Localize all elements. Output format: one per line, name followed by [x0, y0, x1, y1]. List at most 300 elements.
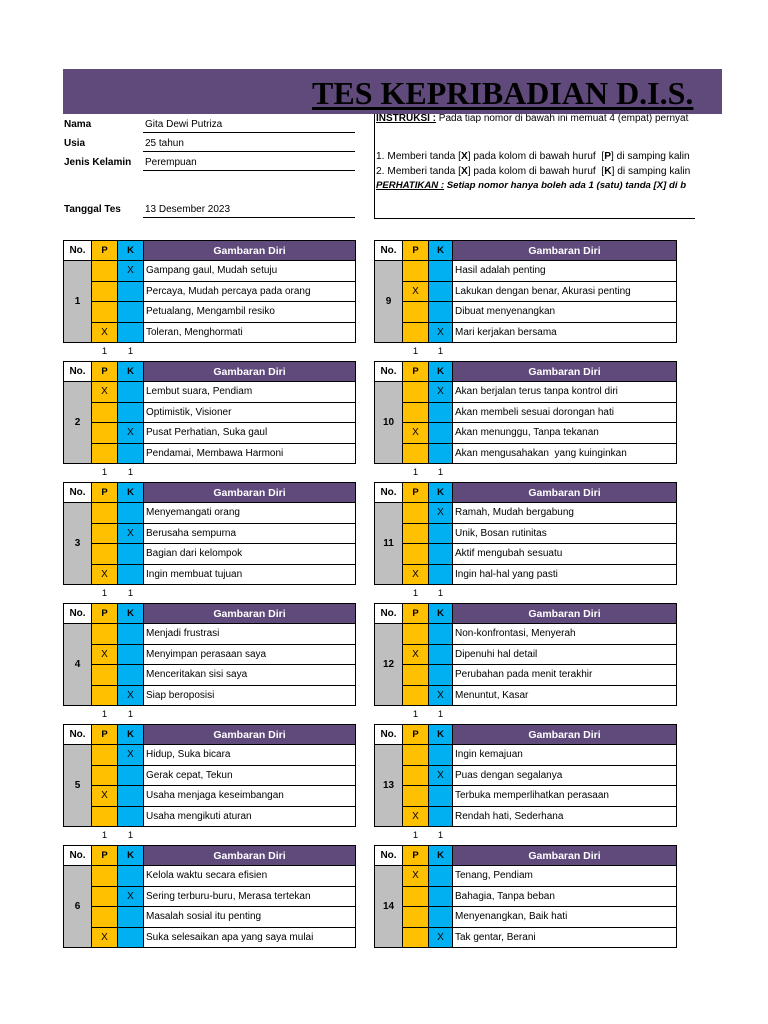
- k-cell[interactable]: [117, 927, 144, 949]
- test-date-field[interactable]: 13 Desember 2023: [143, 203, 355, 218]
- header-p-label: P: [101, 850, 108, 861]
- k-cell[interactable]: [117, 623, 144, 645]
- k-cell[interactable]: [117, 886, 144, 908]
- k-cell[interactable]: [428, 523, 453, 545]
- k-mark: X: [437, 507, 444, 519]
- info-row-test-date: [63, 203, 355, 218]
- header-p-label: P: [412, 487, 419, 498]
- k-count: 1: [127, 467, 134, 478]
- statement-text: Toleran, Menghormati: [146, 326, 243, 338]
- p-cell[interactable]: [91, 886, 118, 908]
- p-cell[interactable]: [402, 402, 429, 424]
- question-block-14: [374, 845, 676, 966]
- p-cell[interactable]: [91, 281, 118, 303]
- p-cell[interactable]: [402, 564, 429, 586]
- k-cell[interactable]: [428, 402, 453, 424]
- header-p-label: P: [412, 608, 419, 619]
- p-cell[interactable]: [402, 443, 429, 465]
- p-cell[interactable]: [91, 523, 118, 545]
- k-cell[interactable]: [117, 422, 144, 444]
- k-cell[interactable]: [117, 644, 144, 666]
- question-number-label: 12: [382, 659, 395, 670]
- question-number-label: 14: [382, 901, 395, 912]
- k-cell[interactable]: [428, 886, 453, 908]
- p-cell[interactable]: [91, 644, 118, 666]
- p-cell[interactable]: [402, 744, 429, 766]
- instruction-text: ] pada kolom di bawah huruf [: [467, 166, 605, 177]
- header-k-label: K: [437, 487, 444, 498]
- k-count: 1: [437, 830, 444, 841]
- header-no: [374, 603, 403, 624]
- statement-cell: [452, 523, 677, 545]
- question-number: [63, 502, 92, 585]
- k-cell[interactable]: [428, 623, 453, 645]
- header-k-label: K: [127, 729, 134, 740]
- p-count: 1: [412, 588, 419, 599]
- instruction-intro: [376, 114, 688, 124]
- header-gambaran-diri-label: Gambaran Diri: [528, 244, 601, 257]
- statement-cell: [143, 322, 356, 344]
- p-mark: X: [412, 870, 419, 882]
- k-cell[interactable]: [428, 260, 453, 282]
- statement-text: Menyenangkan, Baik hati: [455, 911, 568, 923]
- statement-text: Menuntut, Kasar: [455, 689, 529, 701]
- question-number: [63, 381, 92, 464]
- p-mark: X: [412, 568, 419, 580]
- k-cell[interactable]: [428, 744, 453, 766]
- header-gambaran-diri-label: Gambaran Diri: [213, 728, 286, 741]
- question-block-10: [374, 361, 676, 482]
- header-p-label: P: [412, 245, 419, 256]
- header-p: [91, 603, 118, 624]
- header-k: [428, 724, 453, 745]
- question-number-label: 10: [382, 417, 395, 428]
- statement-text: Non-konfrontasi, Menyerah: [455, 628, 576, 640]
- question-number-label: 4: [74, 659, 81, 670]
- k-count: 1: [437, 709, 444, 720]
- statement-text: Ingin kemajuan: [455, 749, 523, 761]
- info-row-age: [63, 137, 355, 152]
- statement-text: Tenang, Pendiam: [455, 870, 533, 882]
- statement-text: Berusaha sempurna: [146, 527, 237, 539]
- k-cell[interactable]: [117, 322, 144, 344]
- header-p: [402, 361, 429, 382]
- k-cell[interactable]: [117, 443, 144, 465]
- p-cell[interactable]: [91, 260, 118, 282]
- statement-cell: [143, 422, 356, 444]
- header-no: [374, 724, 403, 745]
- statement-cell: [143, 623, 356, 645]
- header-k: [117, 482, 144, 503]
- k-cell[interactable]: [117, 523, 144, 545]
- instruction-box: [374, 114, 695, 219]
- instruction-text: 1. Memberi tanda [: [376, 151, 461, 162]
- k-cell[interactable]: [428, 644, 453, 666]
- p-mark: X: [412, 648, 419, 660]
- statement-cell: [452, 623, 677, 645]
- p-cell[interactable]: [402, 422, 429, 444]
- test-date-label: Tanggal Tes: [64, 204, 121, 215]
- k-mark: X: [437, 931, 444, 943]
- p-cell[interactable]: [402, 523, 429, 545]
- statement-cell: [143, 543, 356, 565]
- statement-text: Masalah sosial itu penting: [146, 911, 262, 923]
- instruction-text: ] di samping kalin: [611, 151, 690, 162]
- statement-cell: [143, 301, 356, 323]
- k-count: 1: [437, 467, 444, 478]
- k-cell[interactable]: [117, 564, 144, 586]
- statement-cell: [452, 744, 677, 766]
- statement-cell: [452, 644, 677, 666]
- k-cell[interactable]: [428, 281, 453, 303]
- k-cell[interactable]: [428, 664, 453, 686]
- question-block-13: [374, 724, 676, 845]
- statement-text: Rendah hati, Sederhana: [455, 810, 564, 822]
- statement-cell: [452, 301, 677, 323]
- p-cell[interactable]: [91, 765, 118, 787]
- k-cell[interactable]: [117, 281, 144, 303]
- p-cell[interactable]: [91, 664, 118, 686]
- p-cell[interactable]: [402, 644, 429, 666]
- question-number: [374, 865, 403, 948]
- k-cell[interactable]: [428, 301, 453, 323]
- statement-text: Gerak cepat, Tekun: [146, 769, 233, 781]
- k-count: 1: [127, 346, 134, 357]
- k-cell[interactable]: [117, 402, 144, 424]
- statement-cell: [452, 806, 677, 828]
- k-cell[interactable]: [428, 443, 453, 465]
- statement-cell: [452, 443, 677, 465]
- p-cell[interactable]: [402, 502, 429, 524]
- header-p-label: P: [101, 729, 108, 740]
- statement-cell: [143, 281, 356, 303]
- header-no-label: No.: [69, 850, 86, 861]
- p-cell[interactable]: [91, 564, 118, 586]
- header-no-label: No.: [380, 487, 397, 498]
- k-cell[interactable]: [428, 422, 453, 444]
- header-no: [374, 240, 403, 261]
- statement-text: Tak gentar, Berani: [455, 931, 536, 943]
- statement-cell: [143, 806, 356, 828]
- header-p-label: P: [101, 366, 108, 377]
- p-cell[interactable]: [91, 785, 118, 807]
- header-gambaran-diri-label: Gambaran Diri: [213, 365, 286, 378]
- k-cell[interactable]: [117, 685, 144, 707]
- p-cell[interactable]: [91, 744, 118, 766]
- info-row-name: [63, 118, 355, 133]
- p-cell[interactable]: [402, 906, 429, 928]
- statement-text: Menyimpan perasaan saya: [146, 648, 267, 660]
- question-number: [374, 623, 403, 706]
- statement-text: Dibuat menyenangkan: [455, 306, 556, 318]
- p-mark: X: [101, 386, 108, 398]
- p-count: 1: [412, 467, 419, 478]
- header-k: [428, 482, 453, 503]
- k-cell[interactable]: [428, 322, 453, 344]
- header-p: [402, 724, 429, 745]
- statement-cell: [143, 381, 356, 403]
- k-cell[interactable]: [117, 806, 144, 828]
- p-count: 1: [412, 830, 419, 841]
- p-cell[interactable]: [91, 623, 118, 645]
- p-cell[interactable]: [402, 865, 429, 887]
- statement-cell: [143, 402, 356, 424]
- p-count: 1: [412, 346, 419, 357]
- k-mark: X: [127, 427, 134, 439]
- statement-cell: [143, 785, 356, 807]
- statement-cell: [143, 765, 356, 787]
- question-number: [374, 502, 403, 585]
- p-cell[interactable]: [91, 543, 118, 565]
- statement-cell: [143, 664, 356, 686]
- statement-cell: [143, 260, 356, 282]
- header-gambaran-diri-label: Gambaran Diri: [528, 728, 601, 741]
- k-cell[interactable]: [117, 381, 144, 403]
- statement-text: Aktif mengubah sesuatu: [455, 548, 563, 560]
- header-gambaran-diri: [452, 724, 677, 745]
- p-cell[interactable]: [91, 443, 118, 465]
- p-cell[interactable]: [402, 543, 429, 565]
- statement-cell: [452, 281, 677, 303]
- header-gambaran-diri-label: Gambaran Diri: [528, 849, 601, 862]
- header-k-label: K: [437, 245, 444, 256]
- p-cell[interactable]: [91, 927, 118, 949]
- k-cell[interactable]: [428, 564, 453, 586]
- statement-text: Petualang, Mengambil resiko: [146, 306, 275, 318]
- k-cell[interactable]: [428, 927, 453, 949]
- p-cell[interactable]: [402, 664, 429, 686]
- instruction-heading: INSTRUKSI :: [376, 114, 436, 124]
- p-cell[interactable]: [402, 886, 429, 908]
- header-no-label: No.: [380, 850, 397, 861]
- header-gambaran-diri-label: Gambaran Diri: [528, 365, 601, 378]
- header-gambaran-diri-label: Gambaran Diri: [528, 486, 601, 499]
- header-no-label: No.: [69, 608, 86, 619]
- p-count: 1: [101, 346, 108, 357]
- gender-field[interactable]: Perempuan: [143, 156, 355, 171]
- header-p: [402, 845, 429, 866]
- statement-text: Hidup, Suka bicara: [146, 749, 231, 761]
- header-k: [117, 361, 144, 382]
- p-cell[interactable]: [402, 381, 429, 403]
- header-gambaran-diri: [143, 482, 356, 503]
- k-cell[interactable]: [117, 543, 144, 565]
- statement-text: Terbuka memperlihatkan perasaan: [455, 790, 609, 802]
- k-cell[interactable]: [428, 543, 453, 565]
- statement-cell: [452, 664, 677, 686]
- header-no: [374, 482, 403, 503]
- statement-cell: [143, 906, 356, 928]
- header-no-label: No.: [380, 366, 397, 377]
- p-cell[interactable]: [91, 422, 118, 444]
- header-p-label: P: [101, 487, 108, 498]
- statement-cell: [452, 785, 677, 807]
- k-cell[interactable]: [117, 664, 144, 686]
- instruction-text: 2. Memberi tanda [: [376, 166, 461, 177]
- statement-text: Bahagia, Tanpa beban: [455, 890, 555, 902]
- k-cell[interactable]: [117, 765, 144, 787]
- p-cell[interactable]: [91, 806, 118, 828]
- p-cell[interactable]: [91, 502, 118, 524]
- statement-text: Suka selesaikan apa yang saya mulai: [146, 931, 314, 943]
- p-count: 1: [101, 709, 108, 720]
- p-cell[interactable]: [402, 806, 429, 828]
- statement-text: Ingin membuat tujuan: [146, 568, 243, 580]
- k-mark: X: [127, 265, 134, 277]
- p-cell[interactable]: [91, 685, 118, 707]
- header-no: [63, 724, 92, 745]
- question-number: [63, 744, 92, 827]
- k-cell[interactable]: [428, 685, 453, 707]
- k-count: 1: [127, 830, 134, 841]
- p-cell[interactable]: [91, 865, 118, 887]
- question-block-11: [374, 482, 676, 603]
- p-cell[interactable]: [91, 381, 118, 403]
- header-gambaran-diri: [143, 603, 356, 624]
- header-k: [428, 603, 453, 624]
- header-gambaran-diri-label: Gambaran Diri: [213, 244, 286, 257]
- instruction-warning: [376, 180, 686, 191]
- k-cell[interactable]: [428, 502, 453, 524]
- statement-cell: [452, 564, 677, 586]
- p-cell[interactable]: [402, 765, 429, 787]
- k-mark: X: [127, 749, 134, 761]
- statement-cell: [143, 644, 356, 666]
- statement-text: Menyemangati orang: [146, 507, 240, 519]
- statement-cell: [452, 322, 677, 344]
- header-gambaran-diri-label: Gambaran Diri: [213, 486, 286, 499]
- k-cell[interactable]: [428, 806, 453, 828]
- k-cell[interactable]: [428, 865, 453, 887]
- header-no: [63, 845, 92, 866]
- k-mark: X: [437, 769, 444, 781]
- header-k: [117, 603, 144, 624]
- question-number-label: 6: [74, 901, 81, 912]
- statement-text: Gampang gaul, Mudah setuju: [146, 265, 278, 277]
- p-cell[interactable]: [402, 685, 429, 707]
- header-k-label: K: [127, 608, 134, 619]
- k-count: 1: [437, 346, 444, 357]
- statement-text: Menceritakan sisi saya: [146, 669, 248, 681]
- k-cell[interactable]: [117, 906, 144, 928]
- header-p: [402, 482, 429, 503]
- p-cell[interactable]: [91, 301, 118, 323]
- question-number: [374, 260, 403, 343]
- p-cell[interactable]: [402, 281, 429, 303]
- header-gambaran-diri: [452, 603, 677, 624]
- question-block-5: [63, 724, 355, 845]
- statement-cell: [452, 422, 677, 444]
- statement-text: Percaya, Mudah percaya pada orang: [146, 285, 311, 297]
- k-cell[interactable]: [117, 744, 144, 766]
- p-cell[interactable]: [402, 322, 429, 344]
- k-cell[interactable]: [428, 765, 453, 787]
- k-cell[interactable]: [117, 301, 144, 323]
- question-number: [63, 623, 92, 706]
- header-k-label: K: [437, 850, 444, 861]
- p-mark: X: [412, 810, 419, 822]
- p-cell[interactable]: [402, 260, 429, 282]
- p-cell[interactable]: [402, 927, 429, 949]
- instruction-column-letter: P: [604, 151, 612, 162]
- statement-cell: [452, 402, 677, 424]
- instruction-text: ] di samping kalin: [611, 166, 691, 177]
- header-p-label: P: [101, 608, 108, 619]
- k-count: 1: [437, 588, 444, 599]
- p-cell[interactable]: [402, 785, 429, 807]
- p-count: 1: [412, 709, 419, 720]
- header-gambaran-diri: [452, 361, 677, 382]
- header-k: [117, 724, 144, 745]
- header-no: [374, 361, 403, 382]
- k-cell[interactable]: [428, 381, 453, 403]
- left-question-table: [63, 240, 355, 950]
- k-mark: X: [127, 689, 134, 701]
- k-cell[interactable]: [428, 785, 453, 807]
- title-clip: [312, 69, 695, 114]
- k-cell[interactable]: [117, 260, 144, 282]
- header-no-label: No.: [69, 366, 86, 377]
- header-p-label: P: [412, 729, 419, 740]
- p-cell[interactable]: [91, 402, 118, 424]
- statement-cell: [452, 906, 677, 928]
- question-number-label: 1: [74, 296, 81, 307]
- header-no-label: No.: [380, 245, 397, 256]
- p-mark: X: [101, 648, 108, 660]
- k-count: 1: [127, 709, 134, 720]
- question-number-label: 5: [74, 780, 81, 791]
- statement-cell: [452, 865, 677, 887]
- header-no-label: No.: [69, 487, 86, 498]
- statement-text: Dipenuhi hal detail: [455, 648, 538, 660]
- header-k-label: K: [437, 608, 444, 619]
- statement-text: Akan menunggu, Tanpa tekanan: [455, 427, 599, 439]
- age-field[interactable]: 25 tahun: [143, 137, 355, 152]
- p-cell[interactable]: [402, 623, 429, 645]
- gender-label: Jenis Kelamin: [64, 157, 132, 168]
- name-field[interactable]: Gita Dewi Putriza: [143, 118, 355, 133]
- statement-cell: [143, 443, 356, 465]
- k-mark: X: [127, 527, 134, 539]
- instruction-mark-symbol: X: [460, 151, 468, 162]
- statement-text: Akan mengusahakan yang kuinginkan: [455, 447, 627, 459]
- p-cell[interactable]: [402, 301, 429, 323]
- statement-cell: [143, 886, 356, 908]
- statement-text: Ramah, Mudah bergabung: [455, 507, 574, 519]
- statement-cell: [143, 523, 356, 545]
- p-cell[interactable]: [91, 322, 118, 344]
- statement-cell: [452, 765, 677, 787]
- p-mark: X: [101, 790, 108, 802]
- statement-text: Puas dengan segalanya: [455, 769, 563, 781]
- header-gambaran-diri-label: Gambaran Diri: [213, 849, 286, 862]
- header-k: [117, 845, 144, 866]
- k-cell[interactable]: [428, 906, 453, 928]
- k-cell[interactable]: [117, 785, 144, 807]
- header-p: [402, 603, 429, 624]
- header-k-label: K: [127, 850, 134, 861]
- header-gambaran-diri: [452, 240, 677, 261]
- k-mark: X: [437, 689, 444, 701]
- p-cell[interactable]: [91, 906, 118, 928]
- statement-cell: [452, 260, 677, 282]
- header-gambaran-diri: [143, 845, 356, 866]
- k-cell[interactable]: [117, 502, 144, 524]
- statement-text: Mari kerjakan bersama: [455, 326, 557, 338]
- k-cell[interactable]: [117, 865, 144, 887]
- header-p-label: P: [412, 850, 419, 861]
- header-p-label: P: [412, 366, 419, 377]
